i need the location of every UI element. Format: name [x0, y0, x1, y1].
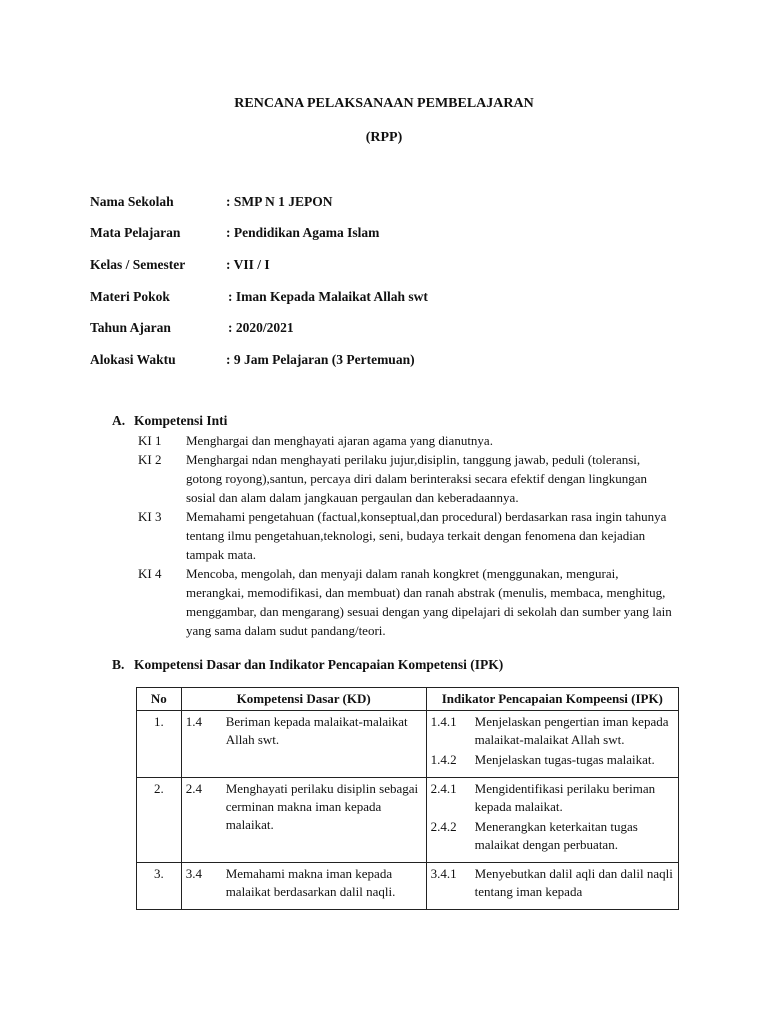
- identity-label-year: Tahun Ajaran: [90, 320, 171, 335]
- ipk-item: [431, 865, 674, 901]
- ki-text: Menghargai dan menghayati ajaran agama yang dianutnya.: [186, 433, 493, 448]
- kd-text: Menghayati perilaku disiplin sebagai cerminan makna iman kepada malaikat.: [225, 781, 419, 832]
- identity-value-year: : 2020/2021: [228, 320, 294, 335]
- ipk-text: Menyebutkan dalil aqli dan dalil naqli tentang iman kepada: [474, 866, 673, 899]
- document-title: RENCANA PELAKSANAAN PEMBELAJARAN: [234, 96, 534, 111]
- identity-label-time: Alokasi Waktu: [90, 352, 176, 367]
- table-row: [137, 778, 679, 863]
- section-b-heading: [112, 657, 503, 673]
- row-no: 2.: [137, 778, 182, 863]
- row-kd: [181, 778, 426, 863]
- identity-value-time: : 9 Jam Pelajaran (3 Pertemuan): [226, 352, 415, 367]
- ipk-number: 2.4.1: [430, 781, 457, 796]
- identity-label-topic: Materi Pokok: [90, 289, 170, 304]
- document-subtitle: (RPP): [365, 130, 403, 145]
- table-header-row: [137, 688, 679, 711]
- kd-number: 2.4: [185, 781, 202, 796]
- identity-label-school: Nama Sekolah: [90, 194, 174, 209]
- header-ipk: Indikator Pencapaian Kompeensi (IPK): [426, 688, 678, 711]
- ipk-number: 1.4.2: [430, 752, 457, 767]
- identity-label-subject: Mata Pelajaran: [90, 225, 181, 240]
- row-ipk: [426, 778, 678, 863]
- identity-value-class: : VII / I: [226, 257, 270, 272]
- row-no: 1.: [137, 711, 182, 778]
- ki-code: KI 4: [138, 566, 162, 581]
- ki-text: Memahami pengetahuan (factual,konseptual,dan procedural) berdasarkan rasa ingin tahunya tentang ilmu pengetahuan,teknologi, seni, budaya terkait dengan fenomena dan kejadian tampak mata.: [186, 509, 667, 562]
- ki-text: Menghargai ndan menghayati perilaku jujur,disiplin, tanggung jawab, peduli (toleransi, gotong royong),santun, percaya diri dalam berinteraksi secara efektif dengan lingkungan sosial dan alam dalam jangkauan pergaulan dan keberadaannya.: [186, 452, 647, 505]
- ki-item: [138, 450, 678, 507]
- section-b-title: Kompetensi Dasar dan Indikator Pencapaian Kompetensi (IPK): [134, 657, 504, 672]
- ipk-item: [431, 713, 674, 749]
- row-no: 3.: [137, 863, 182, 910]
- identity-value-school: : SMP N 1 JEPON: [226, 194, 333, 209]
- ipk-item: [431, 818, 674, 854]
- row-kd: [181, 863, 426, 910]
- section-b-letter: B.: [112, 657, 125, 672]
- identity-value-subject: : Pendidikan Agama Islam: [226, 225, 380, 240]
- ipk-number: 3.4.1: [430, 866, 457, 881]
- ki-item: [138, 431, 678, 450]
- row-ipk: [426, 863, 678, 910]
- ipk-number: 1.4.1: [430, 714, 457, 729]
- ki-code: KI 2: [138, 452, 162, 467]
- ipk-text: Menjelaskan pengertian iman kepada malaikat-malaikat Allah swt.: [474, 714, 669, 747]
- table-row: [137, 863, 679, 910]
- ki-code: KI 3: [138, 509, 162, 524]
- ipk-item: [431, 780, 674, 816]
- kd-number: 1.4: [185, 714, 202, 729]
- identity-label-class: Kelas / Semester: [90, 257, 186, 272]
- ki-item: [138, 564, 678, 640]
- ipk-text: Menerangkan keterkaitan tugas malaikat dengan perbuatan.: [474, 819, 638, 852]
- ipk-item: [431, 751, 674, 769]
- section-a-letter: A.: [112, 413, 126, 428]
- kd-text: Memahami makna iman kepada malaikat berdasarkan dalil naqli.: [225, 866, 396, 899]
- header-no: No: [137, 688, 182, 711]
- kd-number: 3.4: [185, 866, 202, 881]
- header-kd: Kompetensi Dasar (KD): [181, 688, 426, 711]
- table-row: [137, 711, 679, 778]
- kd-ipk-table: [136, 687, 679, 910]
- ipk-number: 2.4.2: [430, 819, 457, 834]
- identity-value-topic: : Iman Kepada Malaikat Allah swt: [228, 289, 428, 304]
- ki-code: KI 1: [138, 433, 162, 448]
- ki-text: Mencoba, mengolah, dan menyaji dalam ranah kongkret (menggunakan, mengurai, merangkai, memodifikasi, dan membuat) dan ranah abstrak (menulis, membaca, menghitug, menggambar, dan mengarang) sesuai dengan yang dipelajari di sekolah dan sumber yang lain yang sama dalam sudut pandang/teori.: [186, 566, 672, 638]
- kd-text: Beriman kepada malaikat-malaikat Allah swt.: [225, 714, 408, 747]
- ki-item: [138, 507, 678, 564]
- row-kd: [181, 711, 426, 778]
- section-a-heading: [112, 413, 227, 429]
- ipk-text: Menjelaskan tugas-tugas malaikat.: [474, 752, 655, 767]
- row-ipk: [426, 711, 678, 778]
- section-a-title: Kompetensi Inti: [134, 413, 228, 428]
- ipk-text: Mengidentifikasi perilaku beriman kepada malaikat.: [474, 781, 656, 814]
